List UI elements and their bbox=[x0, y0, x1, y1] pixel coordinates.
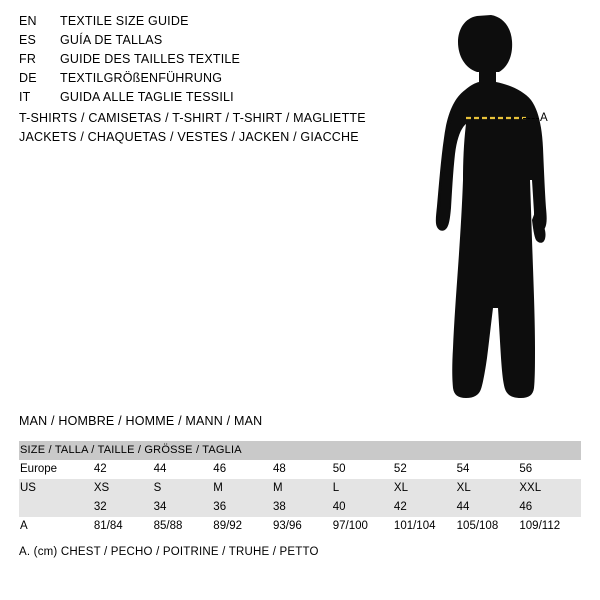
marker-dash-line bbox=[523, 118, 539, 119]
language-row bbox=[19, 14, 419, 33]
language-row bbox=[19, 71, 419, 90]
language-text: TEXTILGRÖßENFÜHRUNG bbox=[60, 71, 223, 85]
language-text: GUIDA ALLE TAGLIE TESSILI bbox=[60, 90, 234, 104]
language-text: GUÍA DE TALLAS bbox=[60, 33, 163, 47]
table-cell: 81/84 bbox=[93, 517, 153, 536]
category-tshirts: T-SHIRTS / CAMISETAS / T-SHIRT / T-SHIRT / MAGLIETTE bbox=[19, 111, 366, 125]
table-cell: 54 bbox=[456, 460, 519, 479]
table-cell: 34 bbox=[153, 498, 213, 517]
table-row bbox=[19, 479, 581, 498]
table-cell: 36 bbox=[212, 498, 272, 517]
table-cell: 38 bbox=[272, 498, 332, 517]
row-label: US bbox=[19, 479, 93, 498]
table-cell: XL bbox=[456, 479, 519, 498]
table-cell: L bbox=[332, 479, 393, 498]
language-code: IT bbox=[19, 90, 31, 104]
table-footnote: A. (cm) CHEST / PECHO / POITRINE / TRUHE / PETTO bbox=[19, 546, 319, 558]
table-cell: 105/108 bbox=[456, 517, 519, 536]
table-title: MAN / HOMBRE / HOMME / MANN / MAN bbox=[19, 414, 263, 428]
table-cell: 109/112 bbox=[518, 517, 581, 536]
language-text: TEXTILE SIZE GUIDE bbox=[60, 14, 189, 28]
language-list bbox=[19, 14, 419, 109]
table-cell: 97/100 bbox=[332, 517, 393, 536]
figure-illustration bbox=[395, 12, 595, 402]
table-cell: 42 bbox=[393, 498, 456, 517]
language-row bbox=[19, 52, 419, 71]
row-label bbox=[19, 498, 93, 517]
table-cell: 48 bbox=[272, 460, 332, 479]
row-label: Europe bbox=[19, 460, 93, 479]
language-row bbox=[19, 90, 419, 109]
table-header-label: SIZE / TALLA / TAILLE / GRÖSSE / TAGLIA bbox=[19, 441, 581, 460]
category-jackets: JACKETS / CHAQUETAS / VESTES / JACKEN / GIACCHE bbox=[19, 130, 359, 144]
table-cell: 89/92 bbox=[212, 517, 272, 536]
table-cell: XXL bbox=[518, 479, 581, 498]
table-cell: 101/104 bbox=[393, 517, 456, 536]
table-row bbox=[19, 517, 581, 536]
language-text: GUIDE DES TAILLES TEXTILE bbox=[60, 52, 241, 66]
male-silhouette-icon bbox=[395, 12, 595, 402]
table-cell: 32 bbox=[93, 498, 153, 517]
table-cell: 85/88 bbox=[153, 517, 213, 536]
table-cell: XL bbox=[393, 479, 456, 498]
table-cell: 44 bbox=[456, 498, 519, 517]
table-cell: 40 bbox=[332, 498, 393, 517]
language-code: EN bbox=[19, 14, 37, 28]
table-header-row bbox=[19, 441, 581, 460]
table-cell: M bbox=[212, 479, 272, 498]
row-label: A bbox=[19, 517, 93, 536]
language-code: FR bbox=[19, 52, 37, 66]
table-row bbox=[19, 498, 581, 517]
table-cell: 93/96 bbox=[272, 517, 332, 536]
table-cell: 44 bbox=[153, 460, 213, 479]
table-cell: 56 bbox=[518, 460, 581, 479]
table-cell: 52 bbox=[393, 460, 456, 479]
table-cell: 50 bbox=[332, 460, 393, 479]
table-cell: 42 bbox=[93, 460, 153, 479]
table-row bbox=[19, 460, 581, 479]
table-cell: XS bbox=[93, 479, 153, 498]
table-cell: M bbox=[272, 479, 332, 498]
language-code: ES bbox=[19, 33, 37, 47]
table-cell: S bbox=[153, 479, 213, 498]
table-cell: 46 bbox=[518, 498, 581, 517]
marker-label-a: A bbox=[540, 112, 549, 124]
size-table bbox=[19, 441, 581, 536]
category-list bbox=[19, 111, 366, 149]
table-cell: 46 bbox=[212, 460, 272, 479]
language-row bbox=[19, 33, 419, 52]
language-code: DE bbox=[19, 71, 37, 85]
